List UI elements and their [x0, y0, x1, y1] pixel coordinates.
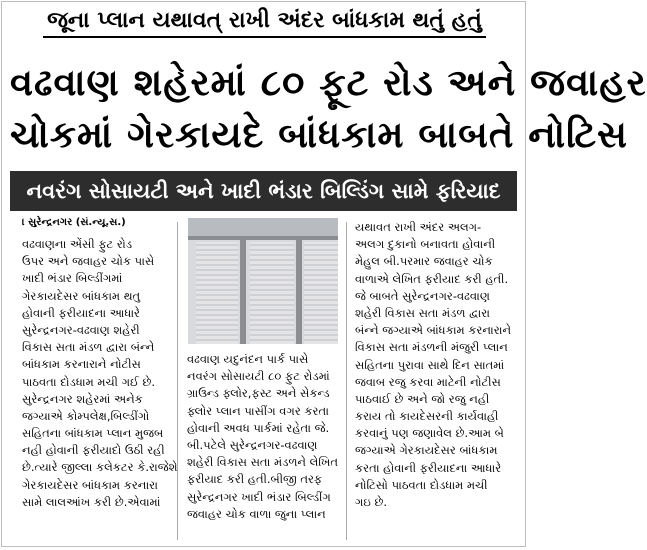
article-line: વાળાએ લેખિત ફરીયાદ કરી હતી.	[355, 271, 509, 286]
article-line: યથાવત રાખી અંદર અલગ-	[355, 220, 482, 234]
building-photo	[188, 218, 338, 344]
article-line: ફ્લોર પ્લાન પાસીંગ વગર કરતા	[187, 403, 329, 418]
article-line: સામે લાલઆંખ કરી છે.એવામાં	[22, 494, 161, 509]
article-line: ઉપર અને જવાહર ચોક પાસે	[22, 254, 155, 269]
article-line: બંન્ને જગ્યાએ બાંધકામ કરનારાને	[355, 323, 512, 338]
article-line: સુરેન્દ્રનગર-વઢવાણ શહેરી	[22, 322, 140, 337]
article-line: મેહુલ બી.પરમાર જવાહર ચોક	[355, 254, 493, 269]
article-line: હોવાની અવધ પાર્કમાં રહેતા જે.	[187, 420, 330, 435]
headline-line-1: વઢવાણ શહેરમાં ૮૦ ફૂટ રોડ અને જવાહર	[10, 61, 647, 104]
article-line: ગ્રાઉન્ડ ફ્લોર,ફસ્ટ અને સેકન્ડ	[187, 386, 330, 401]
article-line: જવાહર ચોક વાળા જુના પ્લાન	[187, 506, 326, 521]
article-line: બી.પટેલે સુરેન્દ્રનગર-વઢવાણ	[187, 437, 318, 452]
column-divider-1	[177, 222, 178, 540]
article-line: પાઠવતા દોડધામ મચી ગઈ છે.	[22, 374, 156, 389]
article-line: ગેરકાયદેસર બાંધકામ થતુ	[22, 288, 141, 303]
article-line: સુરેન્દ્રનગર શહેરમાં અનેક	[22, 391, 143, 406]
byline-bullet: ।	[22, 217, 25, 228]
article-line: જગ્યાએ કોમ્પલેક્ષ,બિલ્ડીંગો	[22, 408, 150, 423]
article-line: વિકાસ સતા મંડળ દ્વારા બંન્ને	[22, 340, 155, 355]
article-line: વઢવાણ યદુનંદન પાર્ક પાસે	[187, 352, 309, 366]
article-line: સહિતના બાંધકામ પ્લાન મુજબ	[22, 426, 164, 441]
byline-agency: (સં.ન્યૂ.સ.)	[75, 217, 126, 228]
article-line: ગઇ છે.	[355, 495, 387, 509]
article-line: જગ્યાએ ગેરકાયદેસર બાંધકામ	[355, 443, 498, 458]
article-line: જવાબ રજુ કરવા માટેની નોટીસ	[355, 374, 501, 389]
kicker-headline	[0, 6, 529, 40]
article-line: અલગ દુકાનો બનાવતા હોવાની	[355, 237, 496, 252]
headline-line-2: ચોકમાં ગેરકાયદે બાંધકામ બાબતે નોટિસ	[10, 113, 628, 156]
article-line: વિકાસ સતા મંડળની મંજુરી પ્લાન	[355, 340, 508, 355]
article-line: જે બાબતે સુરેન્દ્રનગર-વઢવાણ	[355, 288, 490, 303]
article-line: હોવાની ફરીયાદના આધારે	[22, 305, 140, 320]
article-line: સુરેન્દ્રનગર ખાદી ભંડાર બિલ્ડીંગ	[187, 489, 331, 504]
article-line: ખાદી ભંડાર બિલ્ડીંગમાં	[22, 271, 123, 286]
article-line: પાઠવાઈ છે અને જો રજુ નહી	[355, 391, 490, 406]
column-divider-2	[346, 222, 347, 540]
article-line: બાંધકામ કરનારાને નોટીસ	[22, 357, 141, 372]
byline-place: સુરેન્દ્રનગર	[28, 217, 73, 228]
subheadline-bar: નવરંગ સોસાયટી અને ખાદી ભંડાર બિલ્ડિંગ સામે ફરિયાદ	[10, 171, 517, 211]
article-line: નહી હોવાની ફરીયાદો ઉઠી રહી	[22, 443, 165, 458]
article-column-2	[187, 351, 339, 523]
article-line: નવરંગ સોસાયટી ૮૦ ફુટ રોડમાં	[187, 369, 330, 384]
article-line: છે.ત્યારે જીલ્લા કલેકટર કે.રાજેશે	[22, 460, 178, 475]
article-line: સહિતના પુરાવા સાથે દિન સાતમાં	[355, 357, 505, 372]
article-line: ગેરકાયદેસર બાંધકામ કરનારા	[22, 477, 158, 492]
article-line: શહેરી વિકાસ સતા મંડળને લેખિત	[187, 455, 339, 470]
article-line: વઢવાણના એંસી ફુટ રોડ	[22, 237, 133, 251]
article-line: કરતા હોવાની ફરીયાદના આધારે	[355, 460, 502, 475]
article-line: નોટિસો પાઠવતા દોડધામ મચી	[355, 477, 488, 492]
byline	[22, 217, 126, 228]
article-line: કરાય તો કાયદેસરની કાર્યવાહી	[355, 409, 499, 424]
article-column-3	[355, 219, 517, 511]
article-line: શહેરી વિકાસ સતા મંડળ દ્વારા	[355, 305, 491, 320]
article-line: કરવાનું પણ જણાવેલ છે.આમ બે	[355, 426, 504, 441]
kicker-text: જૂના પ્લાન યથાવત્ રાખી અંદર બાંધકામ થતું હતું	[43, 6, 486, 38]
article-line: ફરીયાદ કરી હતી.બીજી તરફ	[187, 472, 323, 487]
article-column-1	[22, 236, 178, 511]
